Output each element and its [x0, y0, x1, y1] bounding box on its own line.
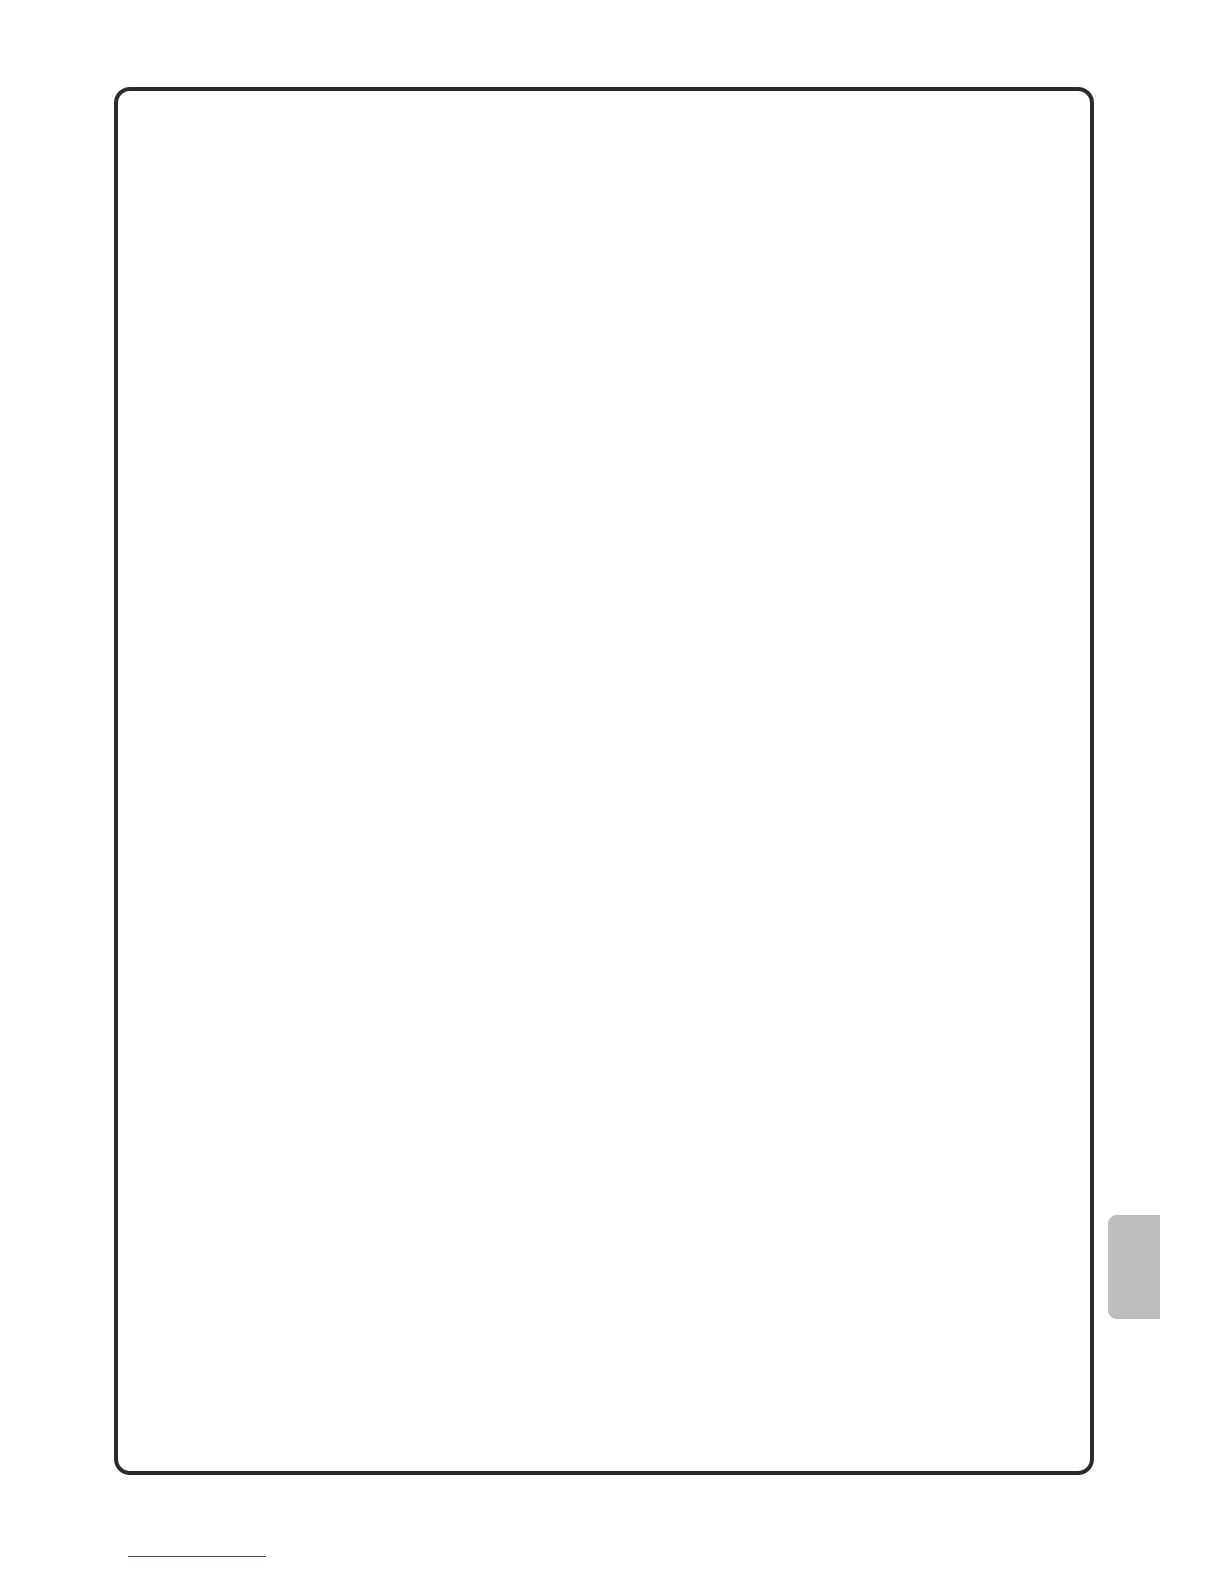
- chapter-side-tab: [1108, 1215, 1160, 1319]
- footer-link-rule: [128, 1556, 266, 1557]
